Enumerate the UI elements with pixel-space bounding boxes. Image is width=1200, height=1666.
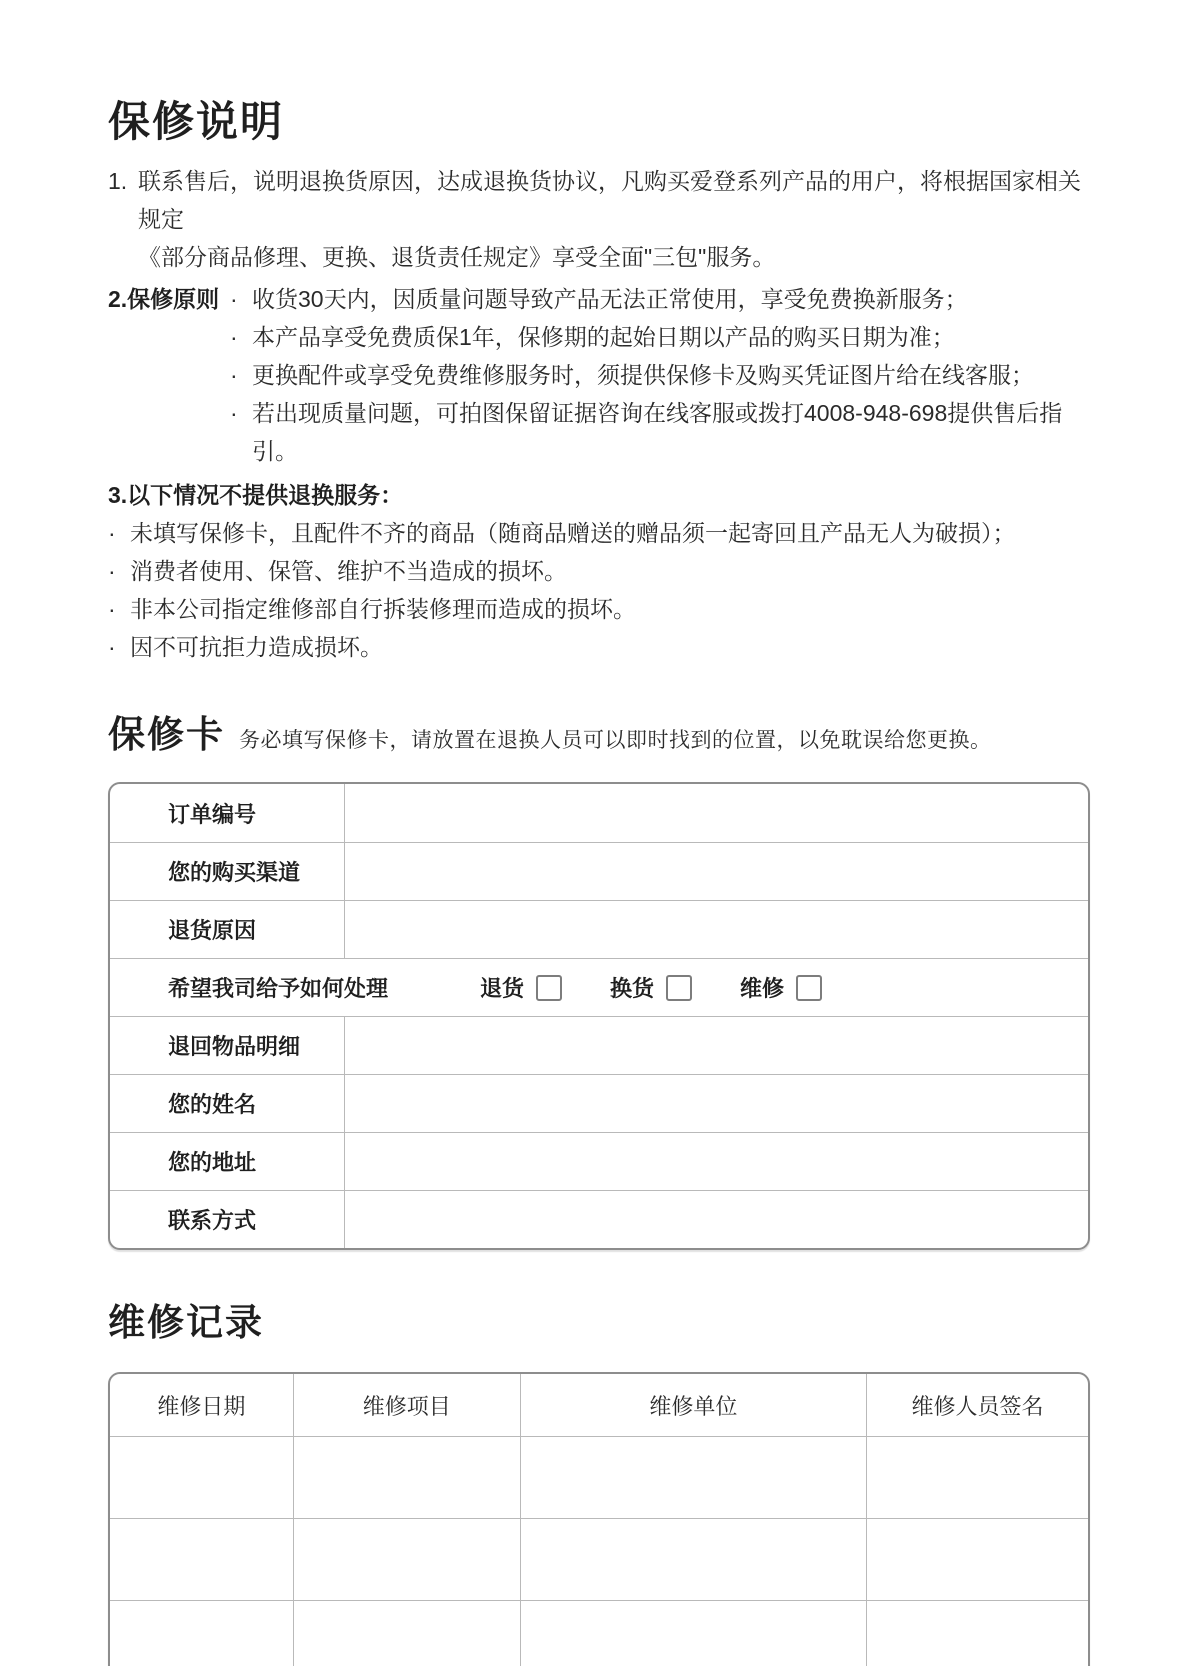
bullet-text: 更换配件或享受免费维修服务时，须提供保修卡及购买凭证图片给在线客服；	[252, 362, 1034, 389]
row-label-purchase-channel: 您的购买渠道	[110, 843, 345, 900]
row-value-contact	[345, 1191, 1088, 1248]
row-label-handling: 希望我司给予如何处理	[168, 976, 389, 1002]
repair-empty-row	[110, 1518, 1088, 1600]
row-label-returned-items: 退回物品明细	[110, 1017, 345, 1074]
row-value-address	[345, 1133, 1088, 1190]
item-1-line-2: 《部分商品修理、更换、退货责任规定》享受全面"三包"服务。	[138, 244, 776, 271]
empty-cell	[521, 1519, 867, 1600]
warranty-card-title: 保修卡	[108, 714, 225, 756]
bullet-icon: ·	[108, 634, 116, 661]
bullet-item	[230, 318, 1090, 356]
header-repair-signature: 维修人员签名	[911, 1393, 1044, 1419]
return-checkbox[interactable]	[536, 975, 562, 1001]
note-item-2	[108, 280, 1090, 470]
option-return-label: 退货	[480, 976, 525, 1002]
empty-cell	[294, 1601, 521, 1666]
item-3-label: 3.以下情况不提供退换服务：	[108, 482, 404, 509]
empty-cell	[867, 1437, 1088, 1518]
item-2-bullets	[230, 280, 1090, 470]
repair-table-header	[110, 1374, 1088, 1436]
handling-options	[480, 959, 822, 1016]
repair-empty-row	[110, 1436, 1088, 1518]
warranty-card-subtitle: 务必填写保修卡，请放置在退换人员可以即时找到的位置，以免耽误给您更换。	[239, 729, 992, 753]
row-label-address: 您的地址	[110, 1133, 345, 1190]
table-row-handling-options	[110, 958, 1088, 1016]
warranty-card-table	[108, 782, 1090, 1250]
table-row	[110, 1132, 1088, 1190]
row-label-name: 您的姓名	[110, 1075, 345, 1132]
table-row	[110, 784, 1088, 842]
note-item-1	[108, 162, 1090, 276]
option-repair	[740, 972, 822, 1003]
item-3-bullets	[108, 514, 1090, 666]
item-1-text	[138, 162, 1090, 276]
bullet-item	[108, 628, 1090, 666]
bullet-item	[230, 356, 1090, 394]
warranty-card-section-head	[108, 704, 1090, 758]
empty-cell	[521, 1437, 867, 1518]
bullet-item	[230, 394, 1090, 470]
bullet-icon: ·	[108, 558, 116, 585]
repair-records-table	[108, 1372, 1090, 1666]
empty-cell	[110, 1601, 294, 1666]
table-row	[110, 1016, 1088, 1074]
bullet-icon: ·	[230, 400, 238, 427]
bullet-text: 若出现质量问题，可拍图保留证据咨询在线客服或拨打4008-948-698提供售后指引。	[252, 400, 1063, 465]
bullet-text: 非本公司指定维修部自行拆装修理而造成的损坏。	[130, 596, 636, 623]
bullet-item	[230, 280, 1090, 318]
bullet-icon: ·	[230, 362, 238, 389]
row-label-order-number: 订单编号	[110, 784, 345, 842]
bullet-text: 消费者使用、保管、维护不当造成的损坏。	[130, 558, 567, 585]
empty-cell	[521, 1601, 867, 1666]
empty-cell	[867, 1519, 1088, 1600]
header-repair-unit: 维修单位	[521, 1374, 867, 1436]
bullet-item	[108, 514, 1090, 552]
bullet-icon: ·	[230, 286, 238, 313]
row-value-purchase-channel	[345, 843, 1088, 900]
table-row	[110, 900, 1088, 958]
repair-checkbox[interactable]	[796, 975, 822, 1001]
bullet-item	[108, 552, 1090, 590]
row-value-order-number	[345, 784, 1088, 842]
option-return	[480, 972, 562, 1003]
table-row	[110, 1074, 1088, 1132]
empty-cell	[294, 1519, 521, 1600]
repair-empty-row	[110, 1600, 1088, 1666]
header-repair-item: 维修项目	[294, 1374, 521, 1436]
item-2-label: 2.保修原则	[108, 286, 220, 313]
table-row	[110, 1190, 1088, 1248]
bullet-icon: ·	[230, 324, 238, 351]
bullet-text: 收货30天内，因质量问题导致产品无法正常使用，享受免费换新服务；	[252, 286, 968, 313]
empty-cell	[110, 1519, 294, 1600]
option-exchange	[610, 972, 692, 1003]
bullet-text: 因不可抗拒力造成损坏。	[130, 634, 383, 661]
option-exchange-label: 换货	[610, 976, 655, 1002]
page-title: 保修说明	[108, 98, 285, 145]
row-value-return-reason	[345, 901, 1088, 958]
empty-cell	[294, 1437, 521, 1518]
row-value-returned-items	[345, 1017, 1088, 1074]
exchange-checkbox[interactable]	[666, 975, 692, 1001]
empty-cell	[110, 1437, 294, 1518]
row-label-return-reason: 退货原因	[110, 901, 345, 958]
bullet-icon: ·	[108, 596, 116, 623]
option-repair-label: 维修	[740, 976, 785, 1002]
empty-cell	[867, 1601, 1088, 1666]
bullet-icon: ·	[108, 520, 116, 547]
bullet-text: 未填写保修卡，且配件不齐的商品（随商品赠送的赠品须一起寄回且产品无人为破损）；	[130, 520, 1016, 547]
bullet-item	[108, 590, 1090, 628]
item-number: 1.	[108, 168, 128, 195]
repair-records-title: 维修记录	[108, 1302, 264, 1344]
bullet-text: 本产品享受免费质保1年，保修期的起始日期以产品的购买日期为准；	[252, 324, 955, 351]
row-value-name	[345, 1075, 1088, 1132]
header-repair-date: 维修日期	[110, 1374, 294, 1436]
item-1-line-1: 联系售后，说明退换货原因，达成退换货协议，凡购买爱登系列产品的用户，将根据国家相关规定	[138, 168, 1081, 233]
row-label-contact: 联系方式	[110, 1191, 345, 1248]
table-row	[110, 842, 1088, 900]
